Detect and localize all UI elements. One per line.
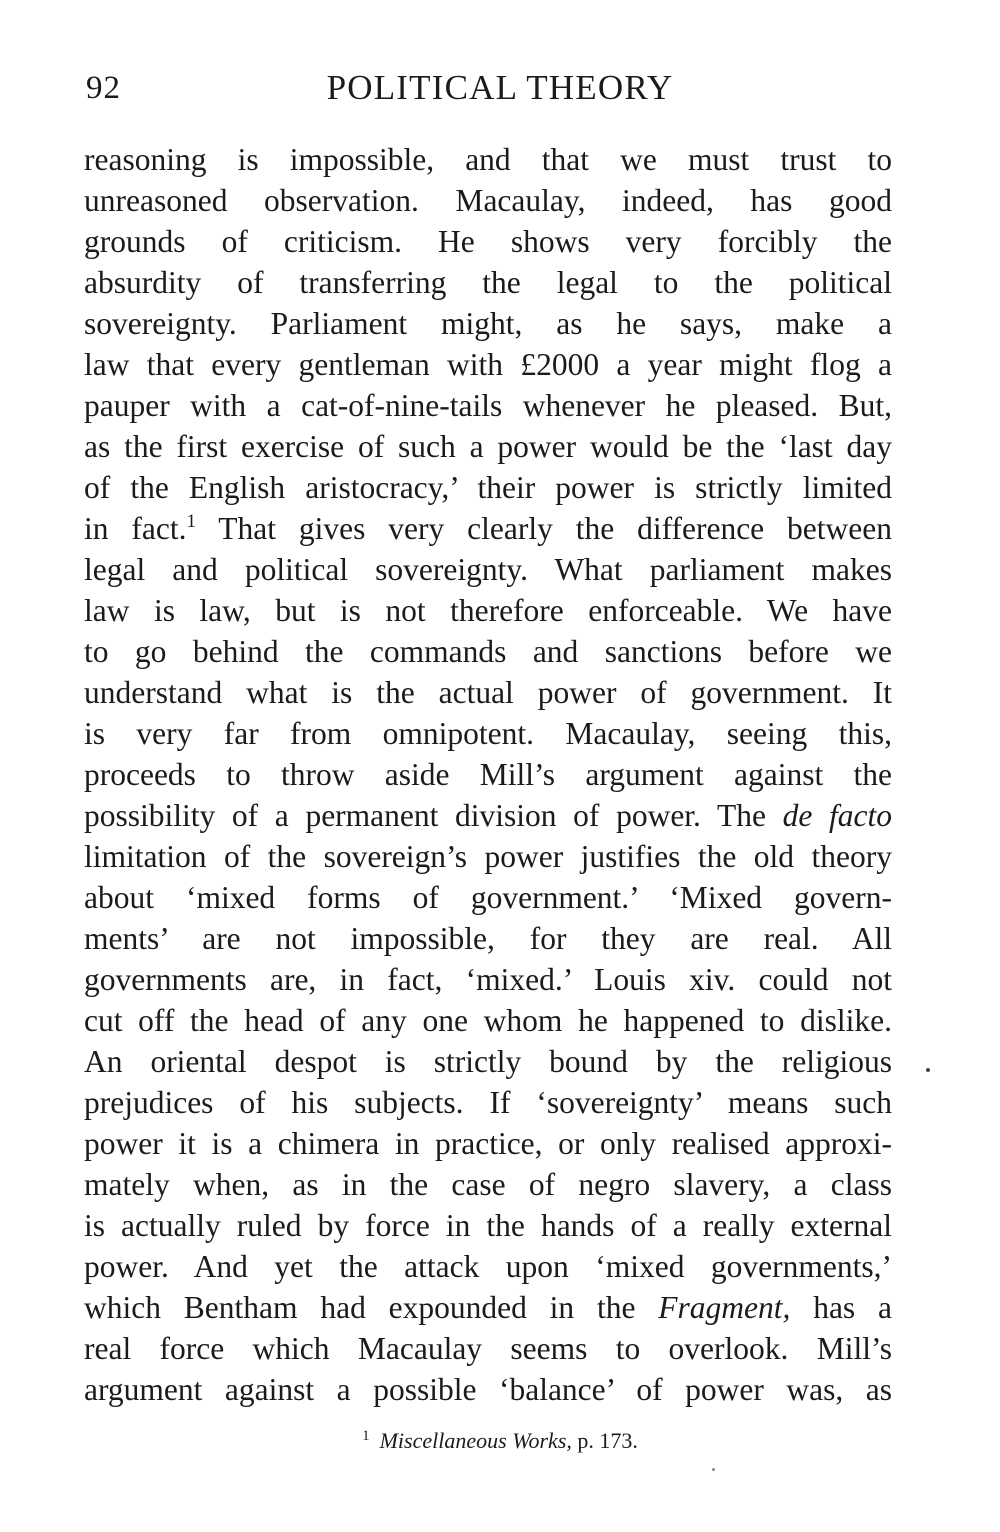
running-title: POLITICAL THEORY [326, 68, 674, 107]
text-line: mately when, as in the case of negro slavery, a class [84, 1167, 892, 1202]
text-line: unreasoned observation. Macaulay, indeed, has good [84, 183, 892, 218]
margin-speck [712, 1468, 715, 1471]
text-line: understand what is the actual power of government. It [84, 675, 892, 710]
text-line-with-italic [84, 795, 892, 836]
text-line: law is law, but is not therefore enforceable. We have [84, 593, 892, 628]
text-line: prejudices of his subjects. If ‘sovereignty’ means such [84, 1085, 892, 1120]
text-line-with-italic [84, 1287, 892, 1328]
text-line: of the English aristocracy,’ their power is strictly limited [84, 470, 892, 505]
text-line: about ‘mixed forms of government.’ ‘Mixed govern- [84, 880, 892, 915]
text-line: pauper with a cat-of-nine-tails whenever he pleased. But, [84, 388, 892, 423]
text-line: law that every gentleman with £2000 a year might flog a [84, 347, 892, 382]
text-line: proceeds to throw aside Mill’s argument against the [84, 757, 892, 792]
footnote-number: 1 [362, 1428, 370, 1444]
text-line: as the first exercise of such a power would be the ‘last day [84, 429, 892, 464]
text-line: power. And yet the attack upon ‘mixed governments,’ [84, 1249, 892, 1284]
text-segment: in fact. [84, 511, 187, 546]
text-line: to go behind the commands and sanctions before we [84, 634, 892, 669]
text-line: real force which Macaulay seems to overlook. Mill’s [84, 1331, 892, 1366]
text-line: governments are, in fact, ‘mixed.’ Louis xiv. could not [84, 962, 892, 997]
text-line: reasoning is impossible, and that we must trust to [84, 142, 892, 177]
italic-phrase: de facto [782, 798, 893, 833]
text-line: absurdity of transferring the legal to the political [84, 265, 892, 300]
text-line: argument against a possible ‘balance’ of power was, as [84, 1372, 892, 1407]
text-line: legal and political sovereignty. What parliament makes [84, 552, 892, 587]
text-line: power it is a chimera in practice, or only realised approxi- [84, 1126, 892, 1161]
page-number: 92 [86, 70, 121, 106]
footnote-work-title: Miscellaneous Works, [379, 1428, 572, 1453]
text-line: is very far from omnipotent. Macaulay, seeing this, [84, 716, 892, 751]
text-line: grounds of criticism. He shows very forcibly the [84, 224, 892, 259]
text-segment: which Bentham had expounded in the [84, 1290, 659, 1325]
body-text [84, 139, 892, 1410]
text-segment: That gives very clearly the difference between [195, 511, 892, 546]
footnote-reference-text: p. 173. [571, 1428, 638, 1453]
text-segment: possibility of a permanent division of power. The [84, 798, 783, 833]
text-line: is actually ruled by force in the hands of a really external [84, 1208, 892, 1243]
footnote-reference[interactable]: 1 [186, 511, 196, 532]
text-line-with-footnote-ref [84, 508, 892, 549]
text-line: limitation of the sovereign’s power justifies the old theory [84, 839, 892, 874]
margin-speck [926, 1068, 930, 1072]
text-line: An oriental despot is strictly bound by the religious [84, 1044, 892, 1079]
text-segment: has a [790, 1290, 892, 1325]
italic-title: Fragment, [658, 1290, 791, 1325]
text-line: sovereignty. Parliament might, as he says, make a [84, 306, 892, 341]
text-line: cut off the head of any one whom he happened to dislike. [84, 1003, 892, 1038]
text-line: ments’ are not impossible, for they are real. All [84, 921, 892, 956]
footnote [0, 1428, 1000, 1454]
